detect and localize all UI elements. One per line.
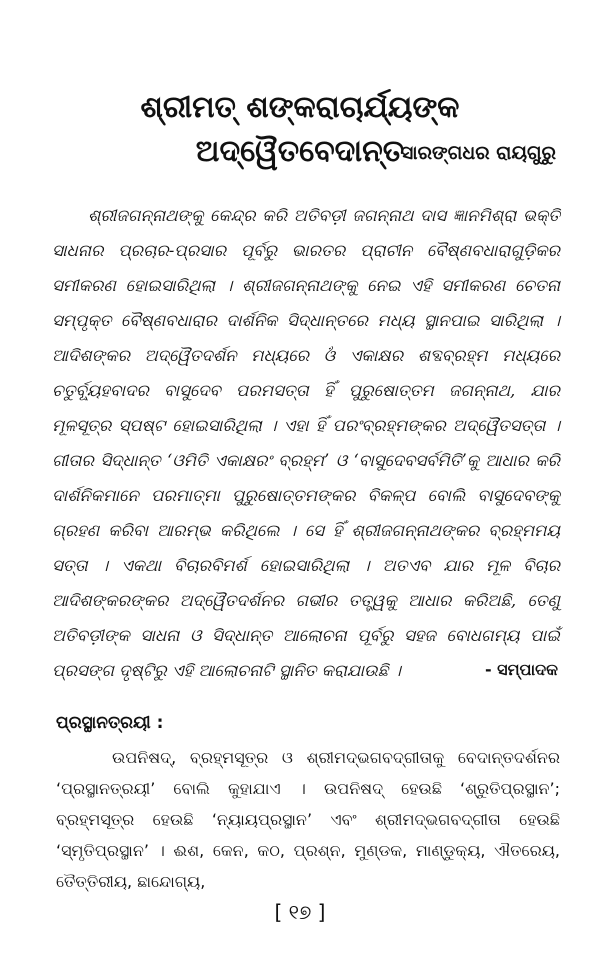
article-author: ସାରଙ୍ଗଧର ରାୟଗୁରୁ — [400, 142, 556, 164]
introduction-paragraph: ଶ୍ରୀଜଗନ୍ନାଥଙ୍କୁ କେନ୍ଦ୍ର କରି ଅତିବଡ଼ୀ ଜଗନ୍ନାଥ ଦାସ ଜ୍ଞାନମିଶ୍ରା ଭକ୍ତି ସାଧନାର ପ୍ରଚାର-ପ୍ରସାର ପୂର୍ବରୁ ଭାରତର ପ୍ରାଚୀନ ବୈଷ୍ଣବଧାରାଗୁଡ଼ିକର ସମୀକରଣ ହୋଇସାରିଥିଲା । ଶ୍ରୀଜଗନ୍ନାଥଙ୍କୁ ନେଇ ଏହି ସମୀକରଣ ଚେତନା ସମ୍ପୃକ୍ତ ବୈଷ୍ଣବଧାରାର ଦାର୍ଶନିକ ସିଦ୍ଧାନ୍ତରେ ମଧ୍ୟ ସ୍ଥାନପାଇ ସାରିଥିଲା । ଆଦିଶଙ୍କର ଅଦ୍ୱୈତଦର୍ଶନ ମଧ୍ୟରେ ଓଁ ଏକାକ୍ଷର ଶବ୍ଦବ୍ରହ୍ମ ମଧ୍ୟରେ ଚତୁର୍ବ୍ୟୂହବାଦର ବାସୁଦେବ ପରମସତ୍ତା ହିଁ ପୁରୁଷୋତ୍ତମ ଜଗନ୍ନାଥ, ଯାର ମୂଳସୂତ୍ର ସ୍ପଷ୍ଟ ହୋଇସାରିଥିଲା । ଏହା ହିଁ ପରଂବ୍ରହ୍ମଙ୍କର ଅଦ୍ୱୈତସତ୍ତା । ଗୀତାର ସିଦ୍ଧାନ୍ତ ‘ଓମିତି ଏକାକ୍ଷରଂ ବ୍ରହ୍ମ’ ଓ ‘ବାସୁଦେବସର୍ବମିତି’କୁ ଆଧାର କରି ଦାର୍ଶନିକମାନେ ପରମାତ୍ମା ପୁରୁଷୋତ୍ତମଙ୍କର ବିକଳ୍ପ ବୋଲି ବାସୁଦେବଙ୍କୁ ଗ୍ରହଣ କରିବା ଆରମ୍ଭ କରିଥିଲେ । ସେ ହିଁ ଶ୍ରୀଜଗନ୍ନାଥଙ୍କର ବ୍ରହ୍ମମୟ ସତ୍ତା । ଏକଥା ବିଚାରବିମର୍ଶ ହୋଇସାରିଥିଲା । ଅତଏବ ଯାର ମୂଳ ବିଚାର ଆଦିଶଙ୍କରଙ୍କର ଅଦ୍ୱୈତଦର୍ଶନର ଗଭୀର ତତ୍ତ୍ୱକୁ ଆଧାର କରିଅଛି, ତେଣୁ ଅତିବଡ଼ୀଙ୍କ ସାଧନା ଓ ସିଦ୍ଧାନ୍ତ ଆଲୋଚନା ପୂର୍ବରୁ ସହଜ ବୋଧଗମ୍ୟ ପାଇଁ ପ୍ରସଙ୍ଗ ଦୃଷ୍ଟିରୁ ଏହି ଆଲୋଚନାଟି ସ୍ଥାନିତ କରାଯାଉଛି । — [52, 206, 560, 680]
page-number-label: [ ୧୭ ] — [274, 900, 326, 924]
article-title: ଶ୍ରୀମତ୍ ଶଙ୍କରାଚାର୍ଯ୍ୟଙ୍କ ଅଦ୍ୱୈତବେଦାନ୍ତ — [140, 90, 460, 169]
page-number — [0, 898, 600, 926]
editor-introduction — [52, 198, 560, 688]
editor-signature: - ସମ୍ପାଦକ — [484, 660, 558, 679]
body-paragraph: ଉପନିଷଦ୍, ବ୍ରହ୍ମସୂତ୍ର ଓ ଶ୍ରୀମଦ୍‌ଭଗବଦ୍‌ଗୀତାକୁ ବେଦାନ୍ତଦର୍ଶନର ‘ପ୍ରସ୍ଥାନତ୍ରୟୀ’ ବୋଲି କୁହାଯାଏ । ଉପନିଷଦ୍ ହେଉଛି ‘ଶ୍ରୁତିପ୍ରସ୍ଥାନ’; ବ୍ରହ୍ମସୂତ୍ର ହେଉଛି ‘ନ୍ୟାୟପ୍ରସ୍ଥାନ’ ଏବଂ ଶ୍ରୀମଦ୍‌ଭଗବଦ୍‌ଗୀତା ହେଉଛି ‘ସ୍ମୃତିପ୍ରସ୍ଥାନ’ । ଈଶ, କେନ, କଠ, ପ୍ରଶ୍ନ, ମୁଣ୍ଡକ, ମାଣ୍ଡୁକ୍ୟ, ଐତରେୟ, ତୈତ୍ତିରୀୟ, ଛାନ୍ଦୋଗ୍ୟ, — [56, 748, 560, 891]
section-heading: ପ୍ରସ୍ଥାନତ୍ରୟୀ : — [56, 713, 164, 733]
section-body — [56, 742, 560, 897]
